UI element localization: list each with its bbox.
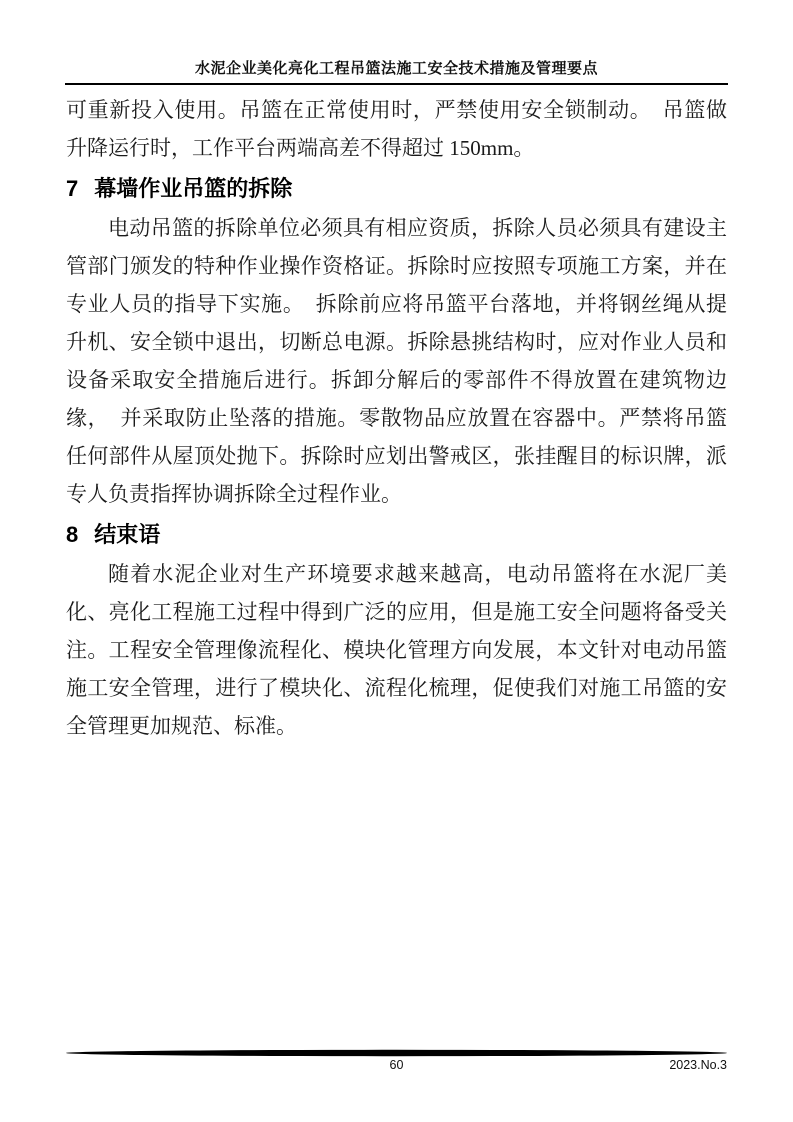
footer-row (66, 1058, 727, 1076)
section-8-title: 结束语 (94, 522, 161, 547)
section-7-title: 幕墙作业吊篮的拆除 (94, 176, 293, 201)
section-8-paragraph: 随着水泥企业对生产环境要求越来越高，电动吊篮将在水泥厂美化、亮化工程施工过程中得到广泛的应用，但是施工安全问题将备受关注。工程安全管理像流程化、模块化管理方向发展，本文针对电动吊篮施工安全管理，进行了模块化、流程化梳理，促使我们对施工吊篮的安全管理更加规范、标准。 (66, 562, 727, 738)
section-8-heading (66, 520, 727, 550)
section-7-paragraph: 电动吊篮的拆除单位必须具有相应资质，拆除人员必须具有建设主管部门颁发的特种作业操作资格证。拆除时应按照专项施工方案，并在专业人员的指导下实施。 拆除前应将吊篮平台落地，并将钢丝绳从提升机、安全锁中退出，切断总电源。拆除悬挑结构时，应对作业人员和设备采取安全措施后进行。拆卸分解后的零部件不得放置在建筑物边缘， 并采取防止坠落的措施。零散物品应放置在容器中。严禁将吊篮任何部件从屋顶处抛下。拆除时应划出警戒区，张挂醒目的标识牌，派专人负责指挥协调拆除全过程作业。 (66, 216, 727, 506)
intro-paragraph: 可重新投入使用。吊篮在正常使用时，严禁使用安全锁制动。 吊篮做升降运行时，工作平台两端高差不得超过 150mm。 (66, 98, 727, 160)
section-8-number: 8 (66, 522, 79, 547)
page-number: 60 (389, 1058, 404, 1072)
issue-number: 2023.No.3 (669, 1058, 727, 1072)
page-body (66, 91, 727, 745)
section-7-heading (66, 174, 727, 204)
page-footer (66, 1049, 727, 1076)
header-rule (65, 83, 728, 85)
running-head-title: 水泥企业美化亮化工程吊篮法施工安全技术措施及管理要点 (194, 61, 598, 77)
section-7-number: 7 (66, 176, 79, 201)
footer-rule-ornament (66, 1049, 727, 1057)
